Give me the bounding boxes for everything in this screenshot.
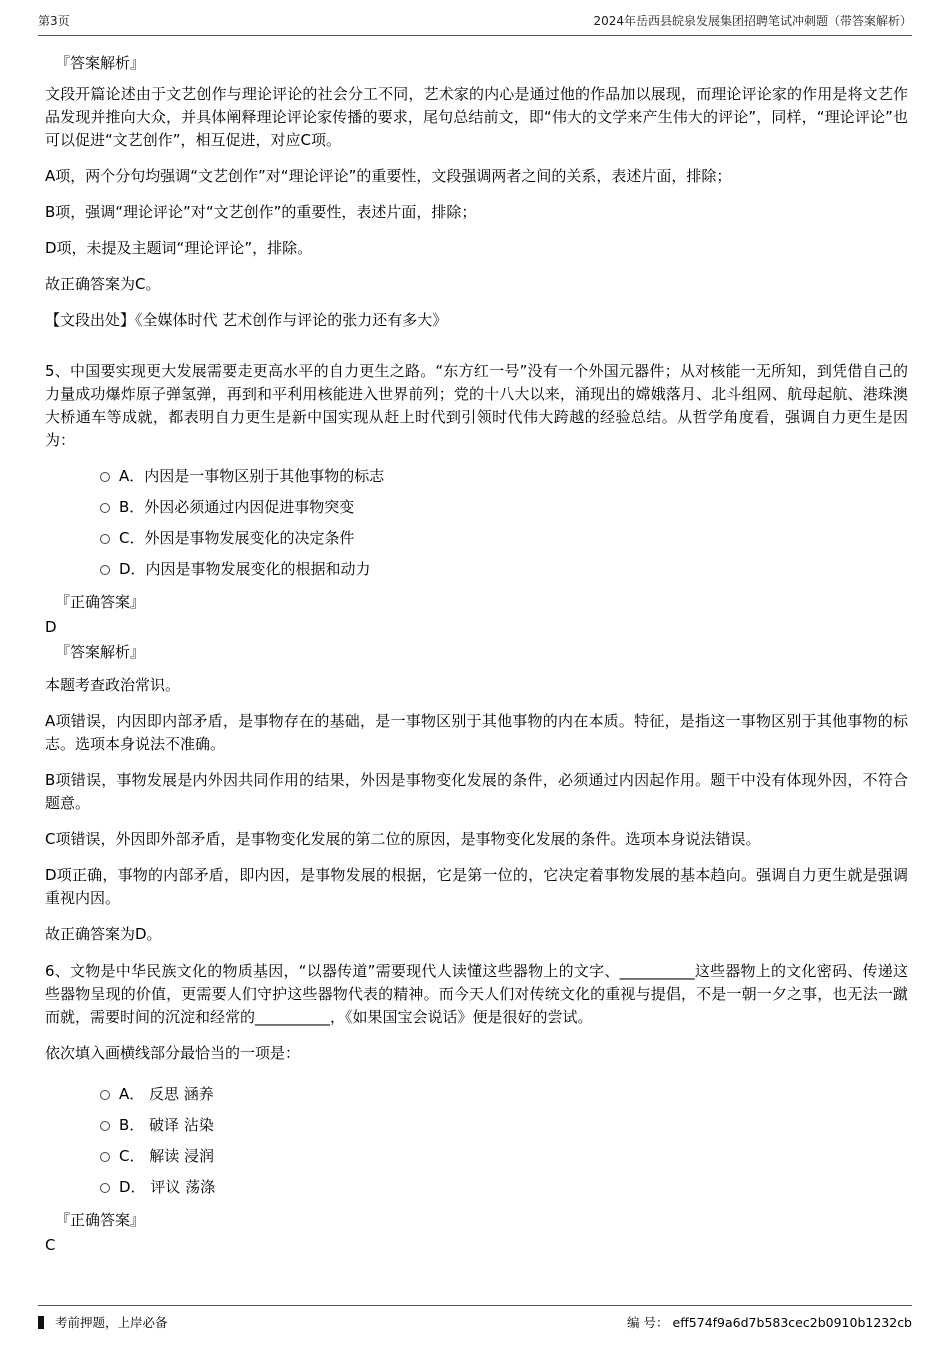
question6-option-c[interactable]	[100, 1145, 908, 1168]
question6-stem: 6、文物是中华民族文化的物质基因，“以器传道”需要现代人读懂这些器物上的文字、__________这些器物上的文化密码、传递这些器物呈现的价值，更需要人们守护这些器物代表的精神。而今天人们对传统文化的重视与提倡，不是一朝一夕之事，也无法一蹴而就，需要时间的沉淀和经常的__________，《如果国宝会说话》便是很好的尝试。	[45, 962, 908, 1026]
question6-prompt: 依次填入画横线部分最恰当的一项是：	[45, 1044, 301, 1062]
question5-options	[100, 465, 908, 581]
prev-analysis-heading: 『答案解析』	[55, 54, 146, 72]
radio-icon[interactable]	[100, 565, 110, 575]
q5-analysis-item-b: B项错误，事物发展是内外因共同作用的结果，外因是事物变化发展的条件，必须通过内因起作用。题干中没有体现外因，不符合题意。	[45, 771, 908, 812]
q5-analysis-item-d: D项正确，事物的内部矛盾，即内因，是事物发展的根据，它是第一位的，它决定着事物发展的基本趋向。强调自力更生就是强调重视内因。	[45, 866, 908, 907]
question5-option-c[interactable]	[100, 527, 908, 550]
footer-slogan: 考前押题，上岸必备	[54, 1315, 168, 1330]
radio-icon[interactable]	[100, 1121, 110, 1131]
prev-analysis-item-a: A项，两个分句均强调“文艺创作”对“理论评论”的重要性，文段强调两者之间的关系，表述片面，排除；	[45, 167, 732, 185]
q5-analysis-item-c: C项错误，外因即外部矛盾，是事物变化发展的第二位的原因，是事物变化发展的条件。选项本身说法错误。	[45, 830, 761, 848]
q5-correct-answer: D	[45, 618, 57, 636]
prev-analysis-body: 文段开篇论述由于文艺创作与理论评论的社会分工不同，艺术家的内心是通过他的作品加以展现，而理论评论家的作用是将文艺作品发现并推向大众，并具体阐释理论评论家传播的要求，尾句总结前文，即“伟大的文学来产生伟大的评论”，同样，“理论评论”也可以促进“文艺创作”，相互促进，对应C项。	[45, 85, 908, 149]
question5-option-a[interactable]	[100, 465, 908, 488]
q5-correct-answer-heading: 『正确答案』	[55, 593, 146, 611]
radio-icon[interactable]	[100, 503, 110, 513]
option-label: A．内因是一事物区别于其他事物的标志	[119, 467, 385, 485]
footer-code-label: 编 号：	[627, 1315, 669, 1330]
radio-icon[interactable]	[100, 534, 110, 544]
question5-option-b[interactable]	[100, 496, 908, 519]
footer-slogan-wrap	[38, 1313, 168, 1331]
prev-analysis-conclusion: 故正确答案为C。	[45, 275, 161, 293]
prev-analysis-item-d: D项，未提及主题词“理论评论”，排除。	[45, 239, 313, 257]
question6-options	[100, 1083, 908, 1199]
page-header	[38, 12, 912, 36]
option-label: A． 反思 涵养	[119, 1085, 214, 1103]
page-number: 第3页	[38, 14, 70, 28]
document-title: 2024年岳西县皖泉发展集团招聘笔试冲刺题（带答案解析）	[593, 14, 912, 28]
footer-code-wrap	[627, 1313, 912, 1331]
footer-code: eff574f9a6d7b583cec2b0910b1232cb	[672, 1315, 912, 1330]
option-label: D． 评议 荡涤	[119, 1178, 216, 1196]
option-label: C．外因是事物发展变化的决定条件	[119, 529, 355, 547]
question5-option-d[interactable]	[100, 558, 908, 581]
prev-analysis-item-b: B项，强调“理论评论”对“文艺创作”的重要性，表述片面，排除；	[45, 203, 477, 221]
radio-icon[interactable]	[100, 1152, 110, 1162]
q6-correct-answer-heading: 『正确答案』	[55, 1211, 146, 1229]
question6-option-a[interactable]	[100, 1083, 908, 1106]
document-body	[45, 52, 908, 1285]
q5-analysis-conclusion: 故正确答案为D。	[45, 925, 162, 943]
q6-correct-answer: C	[45, 1236, 56, 1254]
question6-option-b[interactable]	[100, 1114, 908, 1137]
question5-stem: 5、中国要实现更大发展需要走更高水平的自力更生之路。“东方红一号”没有一个外国元器件；从对核能一无所知，到凭借自己的力量成功爆炸原子弹氢弹，再到和平利用核能进入世界前列；党的十八大以来，涌现出的嫦娥落月、北斗组网、航母起航、港珠澳大桥通车等成就，都表明自力更生是新中国实现从赶上时代到引领时代伟大跨越的经验总结。从哲学角度看，强调自力更生是因为：	[45, 362, 908, 449]
radio-icon[interactable]	[100, 472, 110, 482]
page-footer	[38, 1305, 912, 1331]
footer-marker-icon	[38, 1316, 44, 1329]
radio-icon[interactable]	[100, 1090, 110, 1100]
passage-source: 【文段出处】《全媒体时代 艺术创作与评论的张力还有多大》	[45, 311, 448, 329]
radio-icon[interactable]	[100, 1183, 110, 1193]
q5-analysis-intro: 本题考查政治常识。	[45, 676, 181, 694]
option-label: C． 解读 浸润	[119, 1147, 215, 1165]
question6-option-d[interactable]	[100, 1176, 908, 1199]
q5-analysis-item-a: A项错误，内因即内部矛盾，是事物存在的基础，是一事物区别于其他事物的内在本质。特征，是指这一事物区别于其他事物的标志。选项本身说法不准确。	[45, 712, 908, 753]
option-label: B．外因必须通过内因促进事物突变	[119, 498, 355, 516]
q5-analysis-heading: 『答案解析』	[55, 643, 146, 661]
option-label: D．内因是事物发展变化的根据和动力	[119, 560, 371, 578]
option-label: B． 破译 沾染	[119, 1116, 214, 1134]
